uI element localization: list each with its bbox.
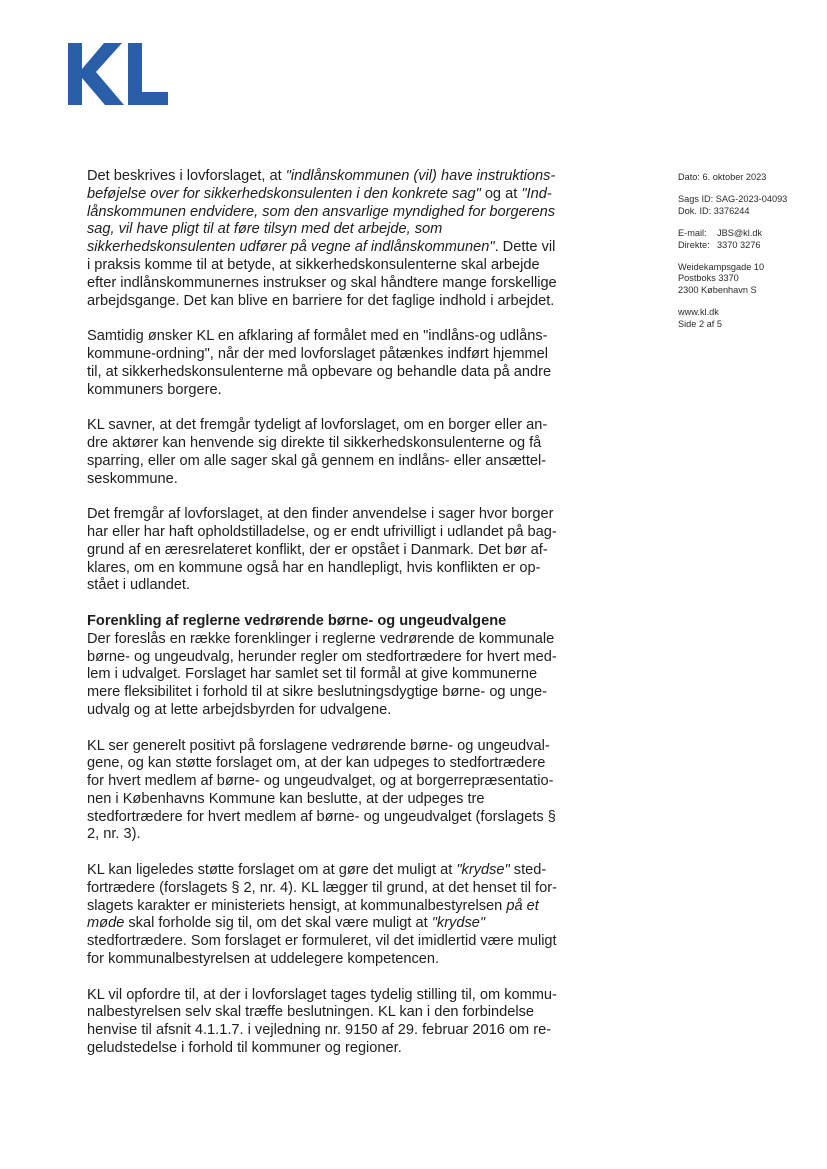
page-number: Side 2 af 5: [678, 318, 722, 329]
paragraph-8: KL vil opfordre til, at der i lovforslaget tages tydelig stilling til, om kommunalbestyrelsen selv skal træffe beslutningen. KL kan i den forbindelse henvise til afsnit 4.1.1.7. i vejledning nr. 9150 af 29. februar 2016 om regeludstedelse i forhold til kommuner og regioner.: [87, 986, 557, 1057]
paragraph-3: KL savner, at det fremgår tydeligt af lovforslaget, om en borger eller andre aktører kan henvende sig direkte til sikkerhedskonsulenterne og få sparring, eller om alle sager skal gå gennem en indlåns- eller ansættelseskommune.: [87, 417, 548, 487]
website[interactable]: www.kl.dk: [678, 307, 719, 318]
direct-label: Direkte:: [678, 239, 710, 250]
date-group: [678, 172, 818, 183]
kl-logo: [68, 43, 168, 105]
email: [678, 228, 818, 239]
email-label: E-mail:: [678, 228, 707, 239]
direct-phone: [678, 240, 818, 251]
date: Dato: 6. oktober 2023: [678, 172, 767, 182]
case-id: Sags ID: SAG-2023-04093: [678, 194, 788, 205]
direct-value: 3370 3276: [717, 239, 761, 250]
address-box: Postboks 3370: [678, 273, 739, 284]
paragraph-4: Det fremgår af lovforslaget, at den finder anvendelse i sager hvor borger har eller har haft opholdstilladelse, og er endt ufrivilligt i udlandet på baggrund af en æresrelateret konflikt, der er opstået i Danmark. Det bør afklares, om en kommune også har en handlepligt, hvis konflikten er opstået i udlandet.: [87, 506, 557, 594]
section-heading: Forenkling af reglerne vedrørende børne- og ungeudvalgene: [87, 612, 507, 629]
paragraph-2: Samtidig ønsker KL en afklaring af formålet med en "indlåns-og udlånskommune-ordning", når der med lovforslaget påtænkes indført hjemmel til, at sikkerhedskonsulenterne må opbevare og behandle data på andre kommuners borgere.: [87, 328, 552, 398]
address-street: Weidekampsgade 10: [678, 262, 765, 273]
quote-supervision: "Indlånskommunen endvidere, som den ansvarlige myndighed for borgerens sag, vil have pligt til at føre tilsyn med det arbejde, som sikkerhedskonsulenten udfører på vegne af indlånskommunen": [87, 185, 556, 256]
paragraph-6: KL ser generelt positivt på forslagene vedrørende børne- og ungeudvalgene, og kan støtte forslaget om, at der kan udpeges to stedfortrædere for hvert medlem af børne- og ungeudvalget, og at borgerrepræsentationen i Københavns Kommune kan beslutte, at der udpeges tre stedfortrædere for hvert medlem af børne- og ungeudvalget (forslagets § 2, nr. 3).: [87, 737, 556, 843]
email-value[interactable]: JBS@kl.dk: [717, 228, 763, 239]
ids-group: [678, 194, 818, 217]
paragraph-5: Der foreslås en række forenklinger i reglerne vedrørende de kommunale børne- og ungeudvalg, herunder regler om stedfortrædere for hvert medlem i udvalget. Forslaget har samlet set til formål at give kommunerne mere fleksibilitet i forhold til at sikre beslutningsdygtige børne- og ungeudvalg og at lette arbejdsbyrden for udvalgene.: [87, 630, 557, 718]
letter-metadata: [678, 172, 818, 341]
address-group: [678, 262, 818, 296]
address-city: 2300 København S: [678, 284, 757, 295]
paragraph-1: Det beskrives i lovforslaget, at "indlånskommunen (vil) have instruktionsbeføjelse over for sikkerhedskonsulenten i den konkrete sag" og at "Indlånskommunen endvidere, som den ansvarlige myndighed for borgerens sag, vil have pligt til at føre tilsyn med det arbejde, som sikkerhedskonsulenten udfører på vegne af indlånskommunen". Dette vil i praksis komme til at betyde, at sikkerhedskonsulenterne skal arbejde efter indlånskommunernes instrukser og skal håndtere mange forskellige arbejdsgange. Det kan blive en barriere for det faglige indhold i arbejdet.: [87, 168, 557, 309]
web-group: [678, 307, 818, 330]
contact-group: [678, 228, 818, 251]
doc-id: Dok. ID: 3376244: [678, 205, 750, 216]
kl-logo-mark: [68, 43, 168, 105]
letter-body: [87, 168, 557, 1076]
paragraph-7: KL kan ligeledes støtte forslaget om at gøre det muligt at "krydse" stedfortrædere (forslagets § 2, nr. 4). KL lægger til grund, at det henset til forslagets karakter er ministeriets hensigt, at kommunalbestyrelsen på et møde skal forholde sig til, om det skal være muligt at "krydse" stedfortrædere. Som forslaget er formuleret, vil det imidlertid være muligt for kommunalbestyrelsen at uddelegere kompetencen.: [87, 862, 557, 968]
quote-instruction: "indlånskommunen (vil) have instruktionsbeføjelse over for sikkerhedskonsulenten i den konkrete sag": [87, 168, 556, 202]
